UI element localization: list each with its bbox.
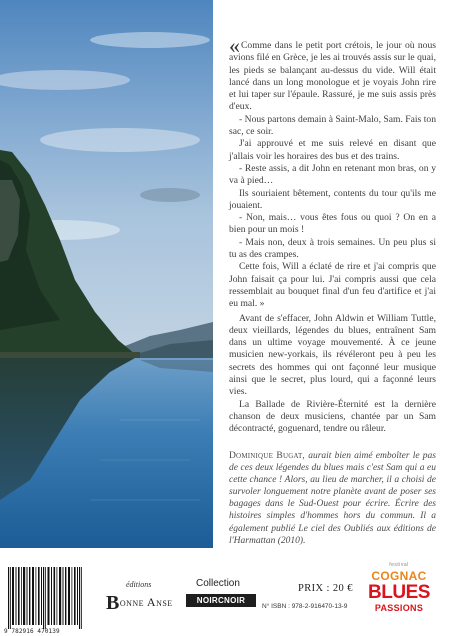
excerpt-paragraph: - Non, mais… vous êtes fous ou quoi ? On en a bien pour un mois ! xyxy=(229,212,436,236)
excerpt-paragraph: Ils souriaient bêtement, contents du tour qu'ils me jouaient. xyxy=(229,187,436,211)
bio-text: aurait bien aimé emboîter le pas de ces deux légendes du blues mais c'est Sam qui a eu cette chance ! Alors, au lieu de marcher, il a choisi de survoler longuement notre planète avant de poser ses bagages dans le Sud-Ouest pour écrire. Écrire des histoires simples d'hommes hors du commun. Il a également publié Le ciel des Oubliés aux éditions de l'Harmattan (2010). xyxy=(229,451,436,546)
excerpt-paragraph: - Reste assis, a dit John en retenant mon bras, on y va à pied… xyxy=(229,162,436,187)
author-name: Dominique Bugat, xyxy=(229,451,306,461)
logo-passions-text: PASSIONS xyxy=(374,603,424,613)
barcode-number: 9 782916 470139 xyxy=(4,628,60,635)
opening-quote: « xyxy=(229,33,240,58)
author-bio xyxy=(229,450,436,547)
excerpt-paragraph: - Mais non, deux à trois semaines. Un peu plus si tu as des crampes. xyxy=(229,236,436,261)
logo-cognac-text: COGNAC xyxy=(371,569,427,583)
excerpt-paragraph: «Comme dans le petit port crétois, le jour où nous avions filé en Grèce, je les ai trouvés assis sur le quai, les pieds se balançant au-dessus du vide. Will était lancé dans un long monologue et je voyais John rire et lui taper sur l'épaule. Rassuré, je me suis assis près d'eux. xyxy=(229,33,437,113)
summary-paragraph: Avant de s'effacer, John Aldwin et William Tuttle, deux vieillards, légendes du blues, entraînent Sam dans un ultime voyage mouvementé. À ce jeune musicien new-yorkais, ils révéleront peu à peu les secrets des hommes qui ont façonné leur musique ainsi que le secret, plus lourd, qui a façonné leurs vies. xyxy=(229,312,436,398)
isbn: N° ISBN : 978-2-916470-13-9 xyxy=(262,603,348,610)
logo-top-text: festival xyxy=(389,562,409,568)
excerpt-paragraph: J'ai approuvé et me suis relevé en disant que j'allais voir les horaires des bus et des trains. xyxy=(229,138,436,162)
price: PRIX : 20 € xyxy=(298,583,353,594)
publisher-label: éditions xyxy=(126,580,152,589)
festival-logo xyxy=(368,562,430,632)
barcode-icon xyxy=(6,567,84,629)
collection-label: Collection xyxy=(196,578,240,589)
summary-paragraph: La Ballade de Rivière-Éternité est la dernière chanson de deux musiciens, chantée par un Sam décontracté, goguenard, tendre ou râleur. xyxy=(229,398,436,435)
excerpt-paragraph: Cette fois, Will a éclaté de rire et j'ai compris que John faisait ça pour lui. J'ai compris aussi que cela ressemblait au bouquet final d'un feu d'artifice et j'ai eu mal. » xyxy=(229,261,436,310)
logo-blues-text: BLUES xyxy=(368,582,430,603)
excerpt-text xyxy=(229,33,437,436)
cover-photo xyxy=(0,0,213,548)
excerpt-paragraph: - Nous partons demain à Saint-Malo, Sam. Fais ton sac, ce soir. xyxy=(229,113,436,138)
collection-logo: NOIRCNOIR xyxy=(186,594,256,607)
publisher-name: Bonne Anse xyxy=(106,592,173,614)
